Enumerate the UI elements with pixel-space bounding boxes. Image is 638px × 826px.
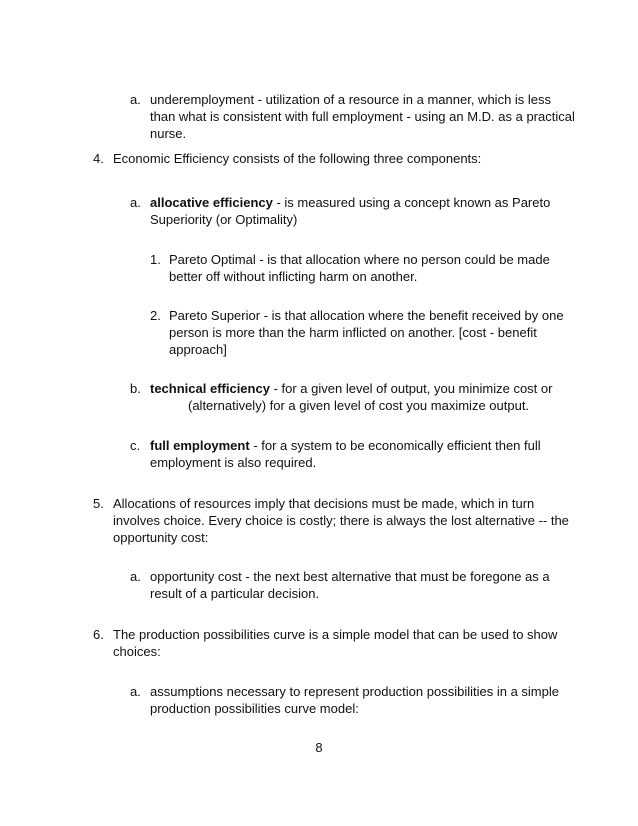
text-line: involves choice. Every choice is costly; there is always the lost alternative -- the <box>113 513 569 528</box>
text-line: than what is consistent with full employment - using an M.D. as a practical <box>150 109 575 124</box>
list-marker: a. <box>130 92 141 107</box>
text-line: Superiority (or Optimality) <box>150 212 298 227</box>
list-marker: a. <box>130 569 141 584</box>
text-line: opportunity cost: <box>113 530 209 545</box>
list-marker: b. <box>130 381 141 396</box>
text-line: underemployment - utilization of a resource in a manner, which is less <box>150 92 552 107</box>
text-line: Pareto Optimal - is that allocation where no person could be made <box>169 252 550 267</box>
text-line <box>150 194 550 211</box>
text-line: result of a particular decision. <box>150 586 320 601</box>
list-marker: a. <box>130 195 141 210</box>
text-line: Economic Efficiency consists of the following three components: <box>113 151 482 166</box>
text-line: opportunity cost - the next best alternative that must be foregone as a <box>150 569 550 584</box>
definition-text: - is measured using a concept known as Pareto <box>272 195 551 210</box>
list-item-underemployment <box>130 91 575 142</box>
text-line <box>150 437 541 454</box>
list-item-allocative-efficiency <box>130 194 550 228</box>
text-line: person is more than the harm inflicted on another. [cost - benefit <box>169 325 537 340</box>
list-marker: 5. <box>93 496 104 511</box>
text-line: choices: <box>113 644 161 659</box>
list-item-pareto-optimal <box>150 251 550 285</box>
text-line: (alternatively) for a given level of cost you maximize output. <box>188 398 530 413</box>
list-marker: a. <box>130 684 141 699</box>
list-item-production-possibilities <box>93 626 557 660</box>
list-item-allocations <box>93 495 569 546</box>
text-line: production possibilities curve model: <box>150 701 359 716</box>
term-full-employment: full employment <box>150 438 250 453</box>
text-line: Pareto Superior - is that allocation where the benefit received by one <box>169 308 564 323</box>
text-line: employment is also required. <box>150 455 317 470</box>
text-line: Allocations of resources imply that decisions must be made, which in turn <box>113 496 535 511</box>
text-line: assumptions necessary to represent production possibilities in a simple <box>150 684 559 699</box>
list-item-economic-efficiency <box>93 150 481 167</box>
list-marker: 1. <box>150 252 161 267</box>
list-item-opportunity-cost <box>130 568 550 602</box>
text-line: approach] <box>169 342 227 357</box>
term-technical-efficiency: technical efficiency <box>150 381 270 396</box>
page-number: 8 <box>315 740 323 755</box>
list-marker: 6. <box>93 627 104 642</box>
text-line <box>150 380 552 397</box>
text-line: nurse. <box>150 126 187 141</box>
text-line: The production possibilities curve is a simple model that can be used to show <box>113 627 558 642</box>
list-item-pareto-superior <box>150 307 564 358</box>
definition-text: - for a system to be economically efficient then full <box>249 438 541 453</box>
list-marker: 2. <box>150 308 161 323</box>
list-marker: 4. <box>93 151 104 166</box>
text-line: better off without inflicting harm on another. <box>169 269 418 284</box>
term-allocative-efficiency: allocative efficiency <box>150 195 273 210</box>
list-item-technical-efficiency <box>130 380 552 414</box>
definition-text: - for a given level of output, you minimize cost or <box>269 381 553 396</box>
list-item-assumptions <box>130 683 559 717</box>
list-marker: c. <box>130 438 141 453</box>
list-item-full-employment <box>130 437 541 471</box>
